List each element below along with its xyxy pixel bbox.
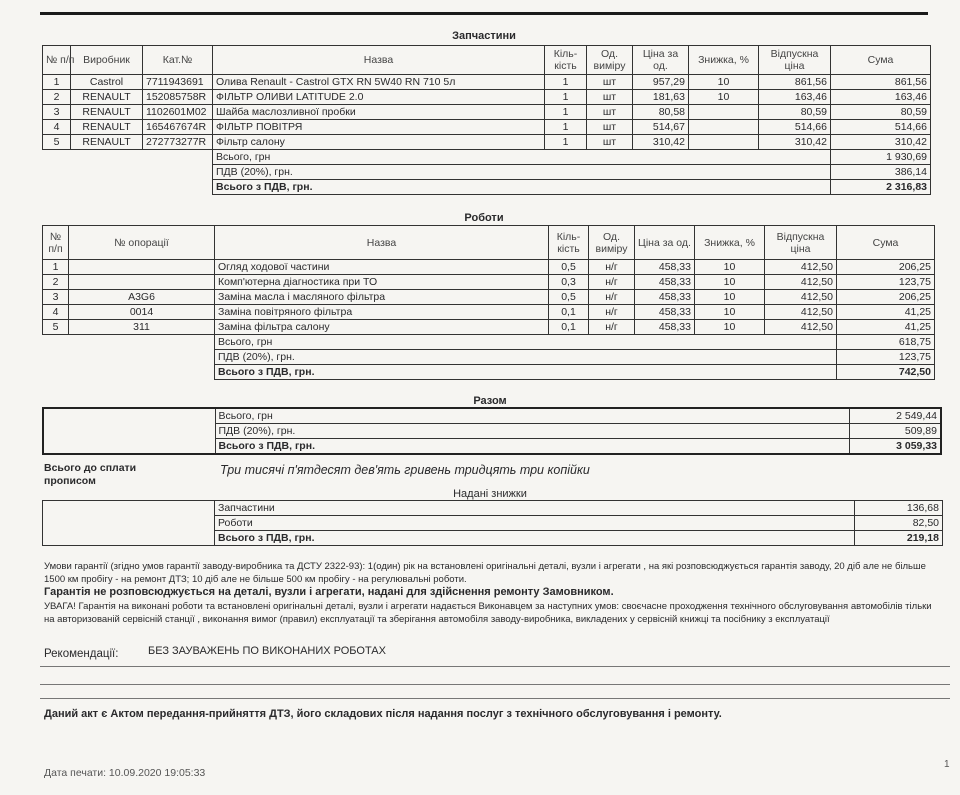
parts-cell: шт: [587, 135, 633, 150]
sum-vat-value: 509,89: [849, 424, 941, 439]
divider-line-3: [40, 698, 950, 699]
works-row: [43, 305, 935, 320]
works-cell: 412,50: [765, 305, 837, 320]
parts-cell: 861,56: [831, 75, 931, 90]
parts-total-label: ПДВ (20%), грн.: [213, 165, 831, 180]
works-cell: 5: [43, 320, 69, 335]
parts-cell: Фільтр салону: [213, 135, 545, 150]
sum-grand-label: Всього з ПДВ, грн.: [215, 439, 849, 455]
parts-cell: шт: [587, 120, 633, 135]
works-cell: н/г: [589, 275, 635, 290]
parts-cell: Castrol: [71, 75, 143, 90]
parts-row: [43, 75, 931, 90]
parts-cell: [689, 105, 759, 120]
parts-cell: 1: [545, 90, 587, 105]
parts-cell: шт: [587, 75, 633, 90]
discount-works-value: 82,50: [855, 516, 943, 531]
works-table: [42, 225, 935, 380]
works-col-op: № опорації: [69, 226, 215, 260]
parts-cell: 310,42: [759, 135, 831, 150]
works-cell: 458,33: [635, 320, 695, 335]
divider-line-2: [40, 684, 950, 685]
works-cell: 123,75: [837, 275, 935, 290]
sum-total-label: Всього, грн: [215, 408, 849, 424]
parts-cell: 4: [43, 120, 71, 135]
parts-col-sum: Сума: [831, 46, 931, 75]
discount-total-label: Всього з ПДВ, грн.: [215, 531, 855, 546]
parts-cell: 181,63: [633, 90, 689, 105]
discounts-title: Надані знижки: [453, 488, 527, 500]
parts-total-value: 2 316,83: [831, 180, 931, 195]
works-row: [43, 320, 935, 335]
works-col-unit: Од. виміру: [589, 226, 635, 260]
works-title: Роботи: [464, 212, 504, 224]
parts-cell: 2: [43, 90, 71, 105]
parts-row: [43, 120, 931, 135]
parts-total-row: [43, 180, 931, 195]
parts-cell: RENAULT: [71, 135, 143, 150]
parts-cell: 1: [545, 75, 587, 90]
sum-title: Разом: [473, 395, 507, 407]
works-total-value: 123,75: [837, 350, 935, 365]
parts-cell: Олива Renault - Castrol GTX RN 5W40 RN 710 5л: [213, 75, 545, 90]
works-total-row: [43, 335, 935, 350]
parts-cell: 3: [43, 105, 71, 120]
parts-cell: 861,56: [759, 75, 831, 90]
works-col-name: Назва: [215, 226, 549, 260]
works-total-label: ПДВ (20%), грн.: [215, 350, 837, 365]
parts-total-value: 1 930,69: [831, 150, 931, 165]
parts-cell: 1: [545, 120, 587, 135]
parts-row: [43, 105, 931, 120]
works-total-row: [43, 365, 935, 380]
attention-text: УВАГА! Гарантія на виконані роботи та встановлені оригінальні деталі, вузли і агрегати надається Виконавцем за наступних умов: своєчасне проходження технічного обслуговування автомобілів тільки на авторизованій сервісній станції , виконання вимог (правил) експлуатації та зберігання автомобіля заводу-виробника, викладених у сервісній книжці та посібнику з експлуатації: [44, 601, 932, 625]
parts-total-value: 386,14: [831, 165, 931, 180]
parts-cell: шт: [587, 90, 633, 105]
parts-cell: шт: [587, 105, 633, 120]
works-cell: 311: [69, 320, 215, 335]
parts-cell: RENAULT: [71, 90, 143, 105]
parts-cell: 310,42: [633, 135, 689, 150]
page-number: 1: [944, 759, 950, 770]
sum-total-value: 2 549,44: [849, 408, 941, 424]
works-cell: 0,3: [549, 275, 589, 290]
parts-cell: 514,67: [633, 120, 689, 135]
works-cell: 2: [43, 275, 69, 290]
sum-row-total: [43, 408, 941, 424]
works-cell: [69, 275, 215, 290]
warranty-text: Умови гарантії (згідно умов гарантії заводу-виробника та ДСТУ 2322-93): 1(один) рік на встановлені оригінальні деталі, вузли і агрегати , на які розповсюджується гарантія заводу, 20 діб але не більше 1500 км пробігу - на ремонт ДТЗ; 10 діб але не більше 500 км пробігу - на регулювальні роботи.: [44, 561, 926, 585]
parts-total-label: Всього з ПДВ, грн.: [213, 180, 831, 195]
parts-cell: 514,66: [759, 120, 831, 135]
parts-cell: Шайба маслозливної пробки: [213, 105, 545, 120]
parts-total-label: Всього, грн: [213, 150, 831, 165]
parts-cell: ФІЛЬТР ОЛИВИ LATITUDE 2.0: [213, 90, 545, 105]
act-statement: Даний акт є Актом передання-прийняття ДТЗ, його складових після надання послуг з технічного обслуговування і ремонту.: [44, 708, 722, 720]
parts-cell: 10: [689, 90, 759, 105]
works-row: [43, 290, 935, 305]
parts-col-qty: Кіль-кість: [545, 46, 587, 75]
works-cell: 41,25: [837, 305, 935, 320]
parts-cell: 5: [43, 135, 71, 150]
sum-grand-value: 3 059,33: [849, 439, 941, 455]
parts-col-sale-price: Відпускна ціна: [759, 46, 831, 75]
parts-cell: 272773277R: [143, 135, 213, 150]
works-col-sale-price: Відпускна ціна: [765, 226, 837, 260]
works-cell: 0014: [69, 305, 215, 320]
works-total-value: 618,75: [837, 335, 935, 350]
works-cell: Заміна масла і масляного фільтра: [215, 290, 549, 305]
divider-line-1: [40, 666, 950, 667]
parts-col-maker: Виробник: [71, 46, 143, 75]
parts-cell: 1: [545, 135, 587, 150]
parts-cell: 1: [43, 75, 71, 90]
works-total-row: [43, 350, 935, 365]
works-cell: A3G6: [69, 290, 215, 305]
parts-cell: 80,58: [633, 105, 689, 120]
works-cell: 412,50: [765, 320, 837, 335]
works-cell: н/г: [589, 305, 635, 320]
parts-title: Запчастини: [452, 30, 516, 42]
works-cell: 458,33: [635, 305, 695, 320]
parts-cell: 957,29: [633, 75, 689, 90]
parts-cell: 163,46: [759, 90, 831, 105]
parts-cell: 163,46: [831, 90, 931, 105]
parts-cell: [689, 135, 759, 150]
parts-cell: 80,59: [831, 105, 931, 120]
recommendations-label: Рекомендації:: [44, 648, 119, 660]
discounts-table: [42, 500, 943, 546]
discount-parts-label: Запчастини: [215, 501, 855, 516]
words-value: Три тисячі п'ятдесят дев'ять гривень тридцять три копійки: [220, 463, 590, 477]
recommendations-value: БЕЗ ЗАУВАЖЕНЬ ПО ВИКОНАНИХ РОБОТАХ: [148, 645, 386, 657]
parts-col-name: Назва: [213, 46, 545, 75]
top-rule: [40, 12, 928, 15]
parts-cell: 1102601M02: [143, 105, 213, 120]
parts-cell: 165467674R: [143, 120, 213, 135]
parts-header-row: [43, 46, 931, 75]
works-cell: 4: [43, 305, 69, 320]
parts-col-unit: Од. виміру: [587, 46, 633, 75]
works-total-label: Всього, грн: [215, 335, 837, 350]
works-cell: 412,50: [765, 260, 837, 275]
parts-table: [42, 45, 931, 195]
discount-works-label: Роботи: [215, 516, 855, 531]
works-cell: 0,5: [549, 290, 589, 305]
parts-row: [43, 135, 931, 150]
works-cell: 41,25: [837, 320, 935, 335]
works-cell: 3: [43, 290, 69, 305]
parts-cell: 80,59: [759, 105, 831, 120]
works-cell: н/г: [589, 320, 635, 335]
works-cell: 10: [695, 260, 765, 275]
sum-vat-label: ПДВ (20%), грн.: [215, 424, 849, 439]
works-cell: 458,33: [635, 275, 695, 290]
works-cell: Огляд ходової частини: [215, 260, 549, 275]
parts-total-row: [43, 150, 931, 165]
print-date: Дата печати: 10.09.2020 19:05:33: [44, 767, 206, 779]
no-warranty-text: Гарантія не розповсюджується на деталі, вузли і агрегати, надані для здійснення ремонту Замовником.: [44, 586, 614, 598]
works-cell: 458,33: [635, 290, 695, 305]
parts-cell: 7711943691: [143, 75, 213, 90]
parts-cell: ФІЛЬТР ПОВІТРЯ: [213, 120, 545, 135]
works-cell: 10: [695, 290, 765, 305]
works-cell: Комп'ютерна діагностика при ТО: [215, 275, 549, 290]
works-col-num: № п/п: [43, 226, 69, 260]
works-cell: Заміна фільтра салону: [215, 320, 549, 335]
parts-col-num: № п/п: [43, 46, 71, 75]
works-cell: 458,33: [635, 260, 695, 275]
works-cell: 0,1: [549, 320, 589, 335]
parts-col-discount: Знижка, %: [689, 46, 759, 75]
parts-cell: 514,66: [831, 120, 931, 135]
works-cell: [69, 260, 215, 275]
parts-cell: 152085758R: [143, 90, 213, 105]
parts-cell: 10: [689, 75, 759, 90]
works-cell: 10: [695, 320, 765, 335]
words-label: Всього до сплати прописом: [44, 462, 137, 487]
works-cell: н/г: [589, 260, 635, 275]
parts-cell: 310,42: [831, 135, 931, 150]
works-total-label: Всього з ПДВ, грн.: [215, 365, 837, 380]
parts-cell: [689, 120, 759, 135]
works-cell: 206,25: [837, 260, 935, 275]
works-col-discount: Знижка, %: [695, 226, 765, 260]
discount-parts-value: 136,68: [855, 501, 943, 516]
works-row: [43, 275, 935, 290]
parts-cell: RENAULT: [71, 105, 143, 120]
parts-col-price: Ціна за од.: [633, 46, 689, 75]
sum-table: [42, 407, 942, 455]
parts-row: [43, 90, 931, 105]
works-cell: Заміна повітряного фільтра: [215, 305, 549, 320]
works-cell: 412,50: [765, 275, 837, 290]
works-cell: 412,50: [765, 290, 837, 305]
discount-row-parts: [43, 501, 943, 516]
works-header-row: [43, 226, 935, 260]
works-cell: 10: [695, 275, 765, 290]
parts-cell: 1: [545, 105, 587, 120]
works-col-qty: Кіль-кість: [549, 226, 589, 260]
works-cell: 1: [43, 260, 69, 275]
works-cell: 10: [695, 305, 765, 320]
works-col-sum: Сума: [837, 226, 935, 260]
works-cell: н/г: [589, 290, 635, 305]
works-col-price: Ціна за од.: [635, 226, 695, 260]
works-cell: 0,5: [549, 260, 589, 275]
parts-total-row: [43, 165, 931, 180]
works-row: [43, 260, 935, 275]
parts-cell: RENAULT: [71, 120, 143, 135]
works-cell: 206,25: [837, 290, 935, 305]
parts-col-catno: Кат.№: [143, 46, 213, 75]
discount-total-value: 219,18: [855, 531, 943, 546]
works-cell: 0,1: [549, 305, 589, 320]
works-total-value: 742,50: [837, 365, 935, 380]
